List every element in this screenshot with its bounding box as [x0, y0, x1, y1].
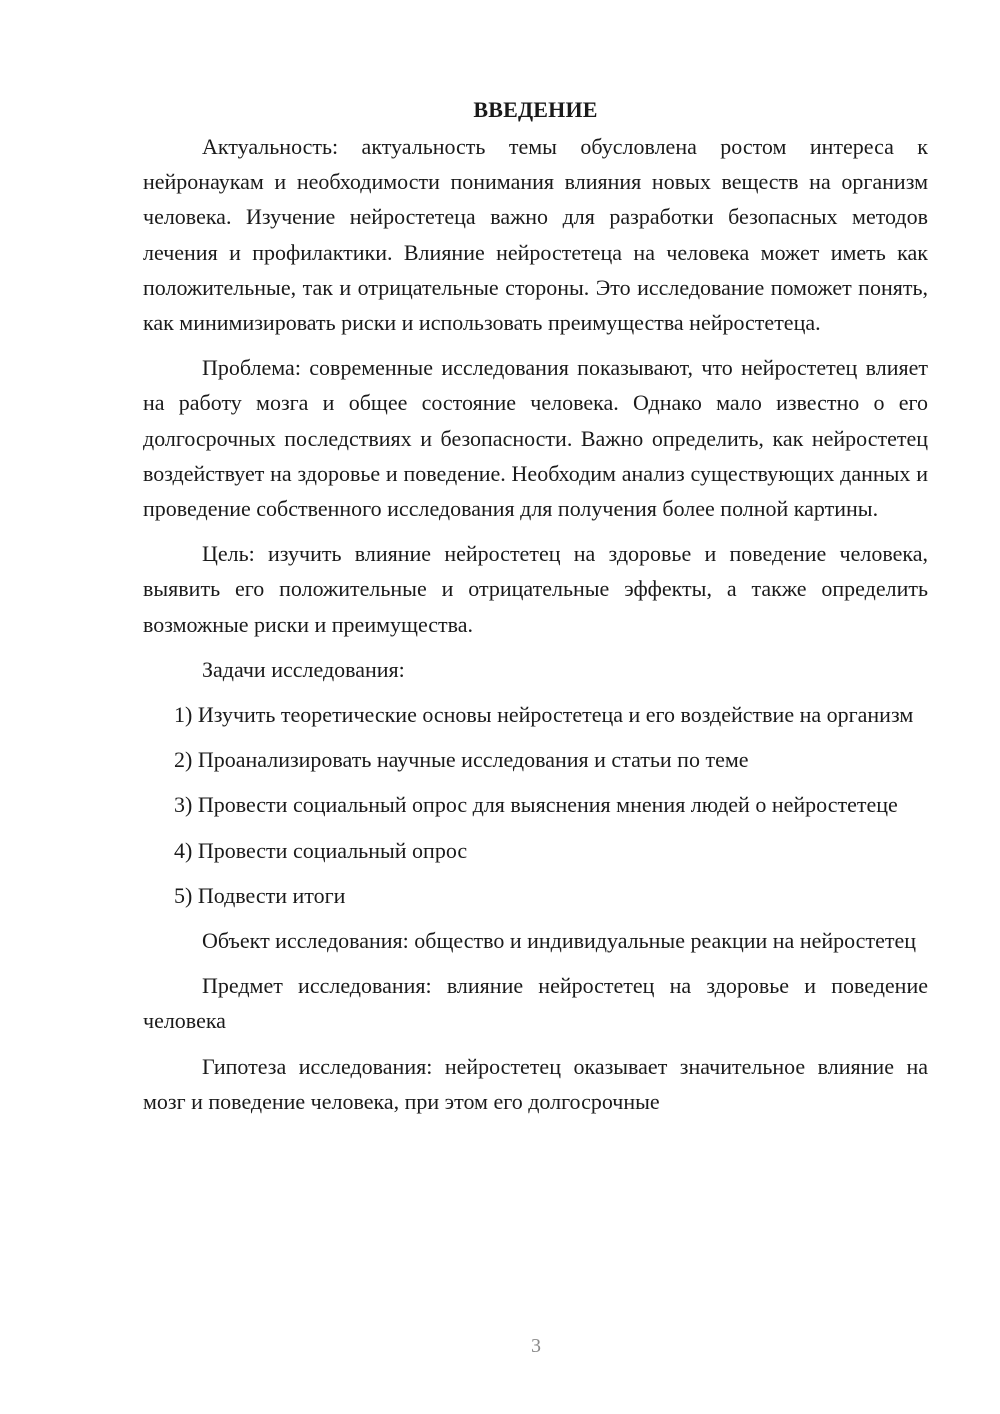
page-number: 3	[531, 1335, 541, 1357]
page-content	[143, 92, 928, 1129]
page-title: ВВЕДЕНИЕ	[473, 97, 598, 122]
paragraph-goal: Цель: изучить влияние нейростетец на здоровье и поведение человека, выявить его положительные и отрицательные эффекты, а также определить возможные риски и преимущества.	[143, 541, 928, 637]
task-item-2: 2) Проанализировать научные исследования и статьи по теме	[174, 747, 749, 773]
task-item-3: 3) Провести социальный опрос для выяснения мнения людей о нейростетеце	[174, 792, 898, 818]
task-item-4: 4) Провести социальный опрос	[174, 837, 468, 863]
task-item-5: 5) Подвести итоги	[174, 882, 346, 908]
paragraph-tasks-heading: Задачи исследования:	[202, 656, 405, 682]
task-item-1: 1) Изучить теоретические основы нейростетеца и его воздействие на организм	[174, 702, 914, 728]
paragraph-problem: Проблема: современные исследования показывают, что нейростетец влияет на работу мозга и общее состояние человека. Однако мало известно о его долгосрочных последствиях и безопасности. Важно определить, как нейростетец воздействует на здоровье и поведение. Необходим анализ существующих данных и проведение собственного исследования для получения более полной картины.	[143, 355, 928, 522]
paragraph-relevance: Актуальность: актуальность темы обусловлена ростом интереса к нейронаукам и необходимости понимания влияния новых веществ на организм человека. Изучение нейростетеца важно для разработки безопасных методов лечения и профилактики. Влияние нейростетеца на человека может иметь как положительные, так и отрицательные стороны. Это исследование поможет понять, как минимизировать риски и использовать преимущества нейростетеца.	[143, 134, 928, 336]
paragraph-hypothesis: Гипотеза исследования: нейростетец оказывает значительное влияние на мозг и поведение человека, при этом его долгосрочные	[143, 1053, 928, 1114]
paragraph-object: Объект исследования: общество и индивидуальные реакции на нейростетец	[202, 928, 916, 954]
paragraph-subject: Предмет исследования: влияние нейростетец на здоровье и поведение человека	[143, 973, 928, 1034]
